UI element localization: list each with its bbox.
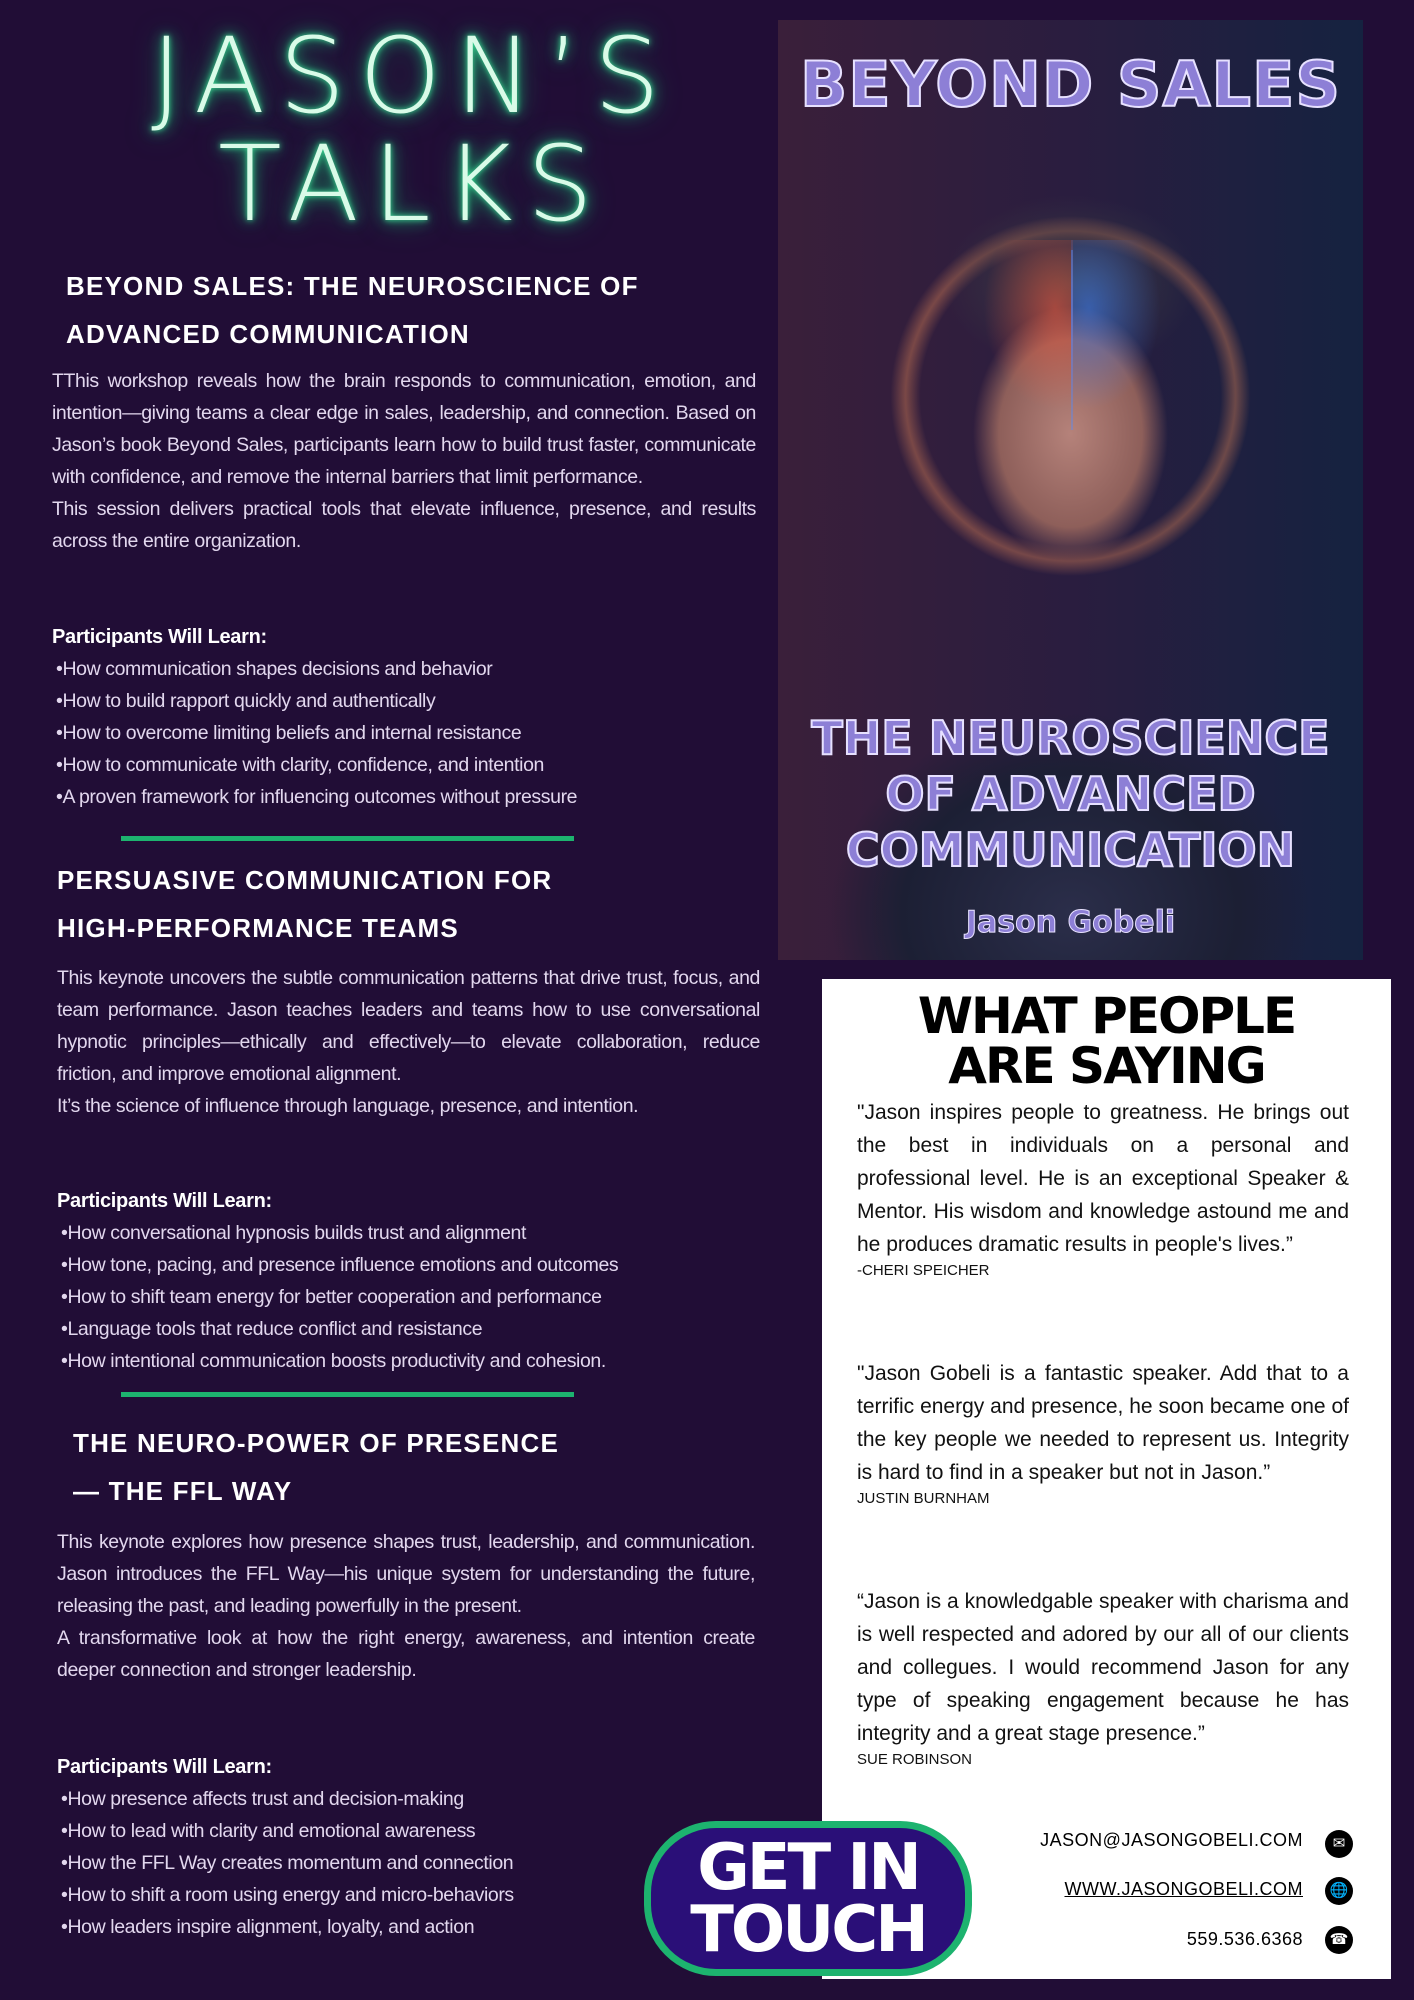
section-divider [121,836,574,841]
testimonial-author: JUSTIN BURNHAM [857,1490,990,1507]
testimonial-author: -CHERI SPEICHER [857,1262,990,1279]
paragraph: A transformative look at how the right energy, awareness, and intention create deeper connection and stronger leadership. [57,1627,755,1681]
list-item: • How communication shapes decisions and behavior [56,653,577,685]
list-item: • How to shift team energy for better cooperation and performance [61,1281,618,1313]
paragraph: This keynote uncovers the subtle communication patterns that drive trust, focus, and team performance. Jason teaches leaders and teams how to use conversational hypnotic principles—ethically and effectively—to elevate collaboration, reduce friction, and improve emotional alignment. [57,967,760,1085]
list-item: • How to communicate with clarity, confidence, and intention [56,749,577,781]
section-1-description [52,365,756,557]
mail-icon: ✉ [1325,1830,1353,1858]
section-2-participants-label: Participants Will Learn: [57,1190,272,1212]
list-item: • How to build rapport quickly and authentically [56,685,577,717]
section-3-heading [73,1419,559,1515]
book-title: BEYOND SALES [799,48,1342,121]
section-2-description [57,962,760,1122]
testimonials-heading [822,987,1391,1095]
list-item: • How tone, pacing, and presence influence emotions and outcomes [61,1249,618,1281]
title-line-2: TALKS [218,123,607,245]
list-item: • How to lead with clarity and emotional awareness [61,1815,514,1847]
book-subtitle [778,710,1363,878]
section-1-heading [66,262,639,358]
list-item: • Language tools that reduce conflict and resistance [61,1313,618,1345]
heading-line: ADVANCED COMMUNICATION [66,319,470,349]
section-3-bullets [61,1783,514,1943]
heading-line: — THE FFL WAY [73,1476,293,1506]
testimonial [857,1096,1349,1281]
list-item: • How conversational hypnosis builds trust and alignment [61,1217,618,1249]
paragraph: This session delivers practical tools that elevate influence, presence, and results across the entire organization. [52,498,756,552]
phone-icon: ☎ [1325,1926,1353,1954]
heading-line: ARE SAYING [948,1037,1265,1095]
subtitle-line: THE NEUROSCIENCE [811,711,1330,765]
page-title [60,15,765,245]
cover-blue-glow [1071,240,1161,410]
list-item: • How to overcome limiting beliefs and internal resistance [56,717,577,749]
section-3-description [57,1526,755,1686]
heading-line: HIGH-PERFORMANCE TEAMS [57,913,459,943]
heading-line: BEYOND SALES: THE NEUROSCIENCE OF [66,271,639,301]
list-item: • How presence affects trust and decision-making [61,1783,514,1815]
phone-link[interactable]: 559.536.6368 [1186,1929,1303,1949]
cover-red-glow [983,240,1073,410]
heading-line: WHAT PEOPLE [917,987,1296,1045]
website-link[interactable]: WWW.JASONGOBELI.COM [1064,1879,1303,1899]
heading-line: PERSUASIVE COMMUNICATION FOR [57,865,553,895]
heading-line: THE NEURO-POWER OF PRESENCE [73,1428,559,1458]
globe-icon: 🌐 [1325,1877,1353,1905]
testimonial-author: SUE ROBINSON [857,1751,973,1768]
testimonial [857,1357,1349,1509]
paragraph: This keynote explores how presence shapes trust, leadership, and communication. Jason introduces the FFL Way—his unique system for understanding the future, releasing the past, and leading powerfully in the present. [57,1531,755,1617]
testimonial-quote: "Jason Gobeli is a fantastic speaker. Add that to a terrific energy and presence, he soon became one of the key people we needed to represent us. Integrity is hard to find in a speaker but not in Jason.” [857,1362,1349,1484]
testimonial [857,1585,1349,1770]
list-item: • How leaders inspire alignment, loyalty, and action [61,1911,514,1943]
get-in-touch-button[interactable] [644,1821,972,1976]
section-2-bullets [61,1217,618,1377]
section-3-participants-label: Participants Will Learn: [57,1756,272,1778]
cover-face-split [1071,250,1073,430]
book-cover-image [778,20,1363,960]
section-1-bullets [56,653,577,813]
section-1-participants-label: Participants Will Learn: [52,626,267,648]
title-line-1: JASON’S [151,15,674,137]
subtitle-line: COMMUNICATION [845,823,1296,877]
testimonial-quote: “Jason is a knowledgable speaker with charisma and is well respected and adored by our all of our clients and collegues. I would recommend Jason for any type of speaking engagement because he has integrity and a great stage presence.” [857,1590,1349,1745]
cta-line: GET IN [697,1830,919,1905]
testimonial-quote: "Jason inspires people to greatness. He brings out the best in individuals on a personal and professional level. He is an exceptional Speaker & Mentor. His wisdom and knowledge astound me and he produces dramatic results in people's lives.” [857,1101,1349,1256]
paragraph: TThis workshop reveals how the brain responds to communication, emotion, and intention—giving teams a clear edge in sales, leadership, and connection. Based on Jason’s book Beyond Sales, participants learn how to build trust faster, communicate with confidence, and remove the internal barriers that limit performance. [52,370,756,488]
book-author: Jason Gobeli [965,905,1176,940]
subtitle-line: OF ADVANCED [885,767,1256,821]
cta-line: TOUCH [690,1892,926,1967]
list-item: • How the FFL Way creates momentum and connection [61,1847,514,1879]
email-link[interactable]: JASON@JASONGOBELI.COM [1040,1830,1303,1850]
list-item: • A proven framework for influencing outcomes without pressure [56,781,577,813]
list-item: • How intentional communication boosts productivity and cohesion. [61,1345,618,1377]
section-divider [121,1392,574,1397]
section-2-heading [57,856,552,952]
list-item: • How to shift a room using energy and micro-behaviors [61,1879,514,1911]
paragraph: It’s the science of influence through language, presence, and intention. [57,1095,639,1117]
